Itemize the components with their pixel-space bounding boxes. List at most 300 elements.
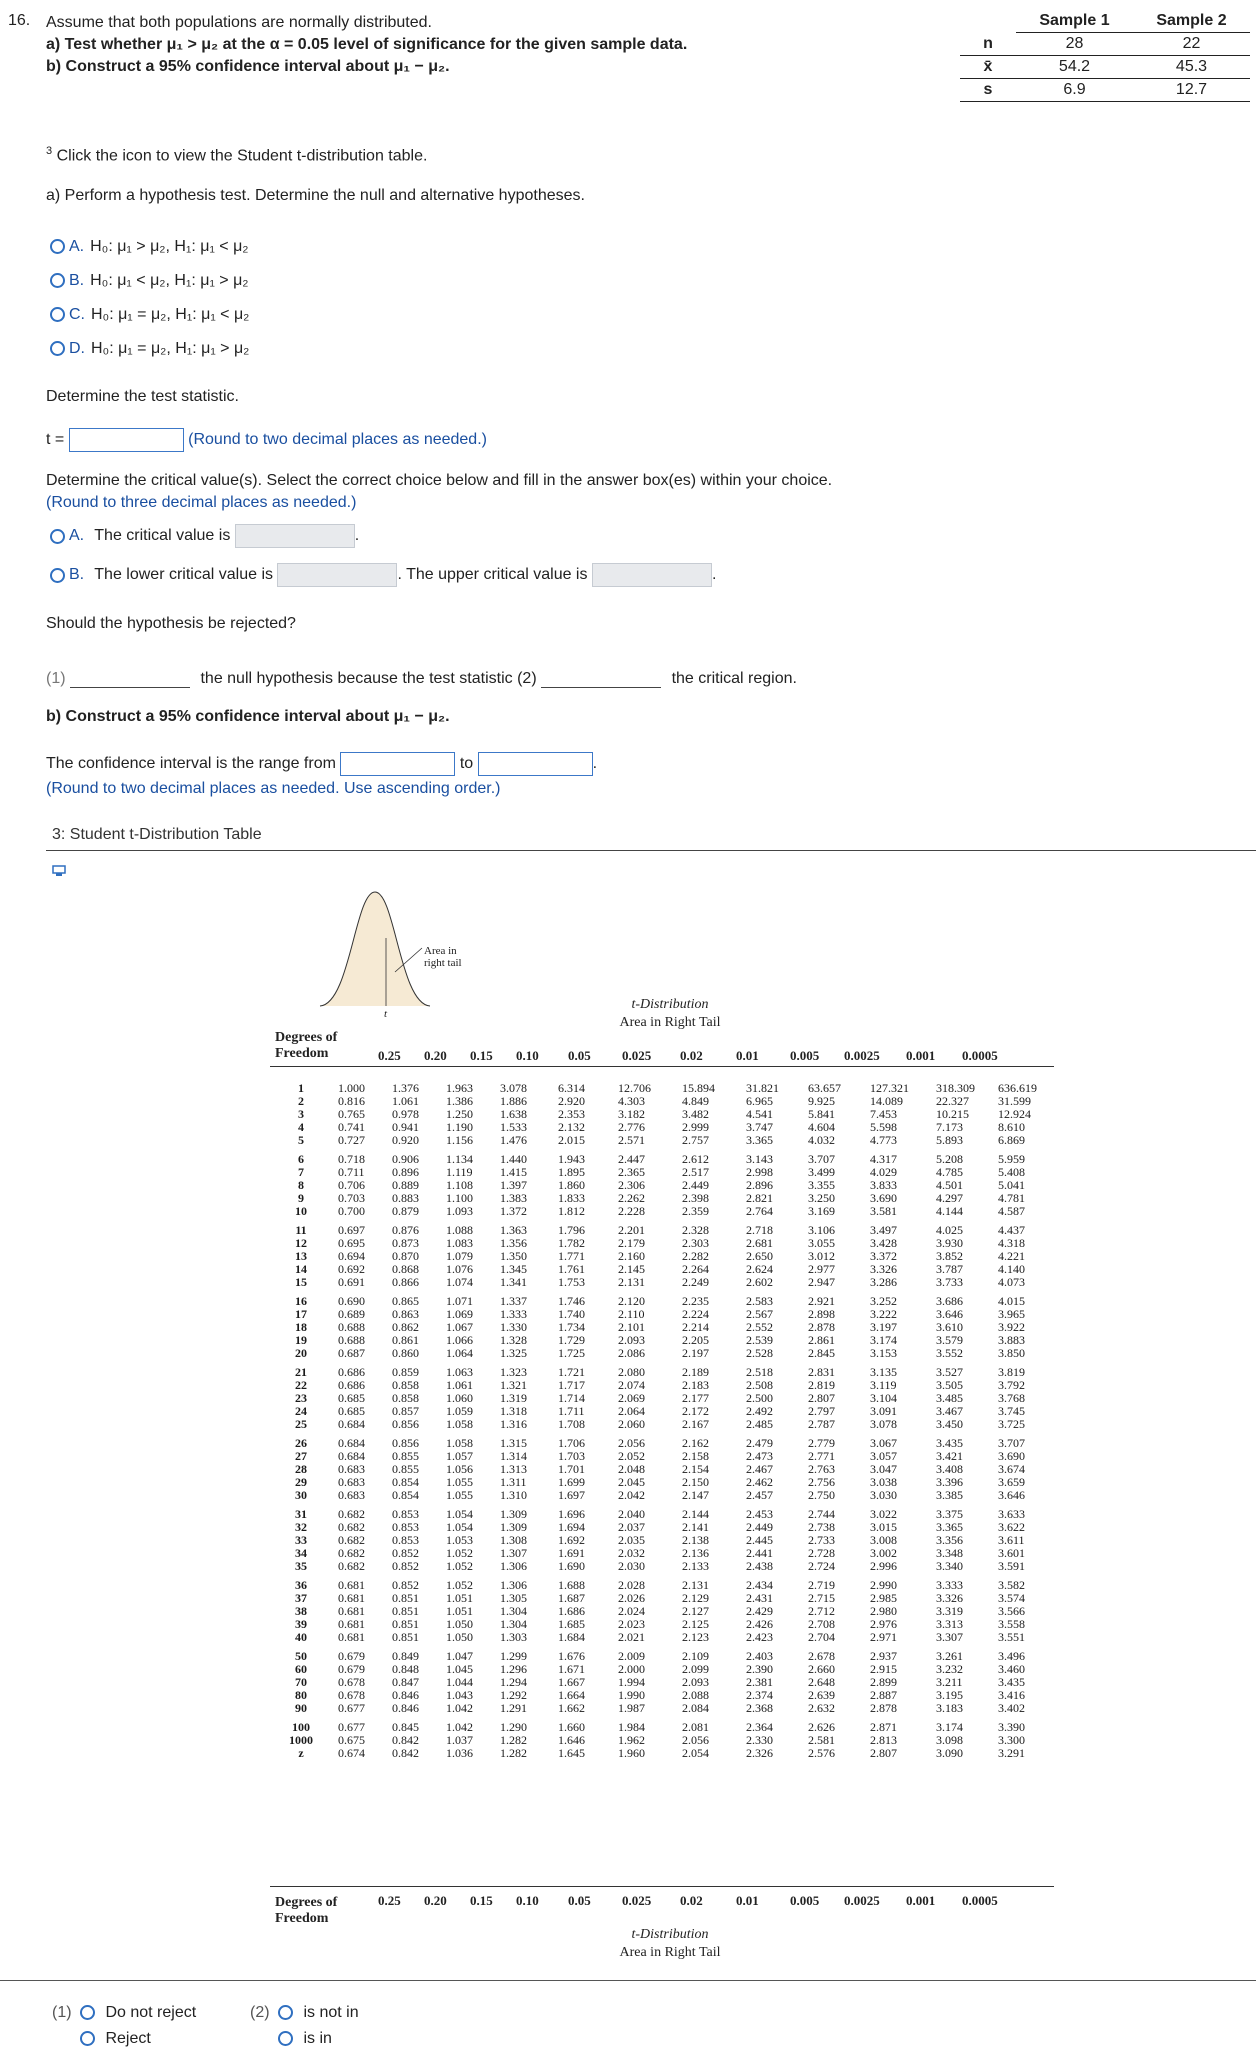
hypothesis-options <box>50 230 249 366</box>
xbar1-value: 54.2 <box>1016 56 1133 79</box>
critical-value-cell: 1.761 <box>558 1262 585 1276</box>
critical-value-cell: 0.865 <box>392 1294 419 1308</box>
critical-value-cell: 2.133 <box>682 1559 709 1573</box>
radio-is-in[interactable] <box>278 2031 293 2046</box>
critical-value-cell: 3.333 <box>936 1578 963 1592</box>
critical-value-cell: 0.695 <box>338 1236 365 1250</box>
critical-value-cell: 2.138 <box>682 1533 709 1547</box>
critical-value-cell: 2.144 <box>682 1507 709 1521</box>
alpha-col-header: 0.25 <box>378 1893 401 1908</box>
critical-value-cell: 2.054 <box>682 1746 709 1760</box>
critical-value-cell: 1.313 <box>500 1462 527 1476</box>
radio-d[interactable] <box>50 341 65 356</box>
critical-value-cell: 2.056 <box>618 1436 645 1450</box>
critical-value-cell: 1.440 <box>500 1152 527 1166</box>
critical-value-cell: 1.044 <box>446 1675 473 1689</box>
footer-rule <box>270 1886 1054 1887</box>
critical-value-cell: 3.174 <box>936 1720 963 1734</box>
critical-value-cell: 3.396 <box>936 1475 963 1489</box>
critical-value-cell: 2.080 <box>618 1365 645 1379</box>
df-cell: 29 <box>295 1475 307 1489</box>
critical-value-cell: 0.854 <box>392 1475 419 1489</box>
critical-value-cell: 2.744 <box>808 1507 835 1521</box>
question-part-a: a) Test whether μ₁ > μ₂ at the α = 0.05 level of significance for the given sample data. <box>46 36 688 53</box>
option-a-text: H₀: μ₁ > μ₂, H₁: μ₁ < μ₂ <box>90 238 249 255</box>
critical-value-cell: 2.431 <box>746 1591 773 1605</box>
critical-value-cell: 0.706 <box>338 1178 365 1192</box>
critical-value-cell: 1.304 <box>500 1604 527 1618</box>
critical-value-cell: 2.429 <box>746 1604 773 1618</box>
df-cell: 24 <box>295 1404 307 1418</box>
critical-value-cell: 2.147 <box>682 1488 709 1502</box>
critical-value-cell: 3.787 <box>936 1262 963 1276</box>
critical-value-cell: 3.707 <box>808 1152 835 1166</box>
critical-value-cell: 1.711 <box>558 1404 585 1418</box>
critical-value-cell: 1.306 <box>500 1578 527 1592</box>
critical-value-cell: 6.965 <box>746 1094 773 1108</box>
df-cell: 36 <box>295 1578 307 1592</box>
critical-value-cell: 2.681 <box>746 1236 773 1250</box>
df-cell: 8 <box>298 1178 304 1192</box>
critical-value-cell: 0.687 <box>338 1346 365 1360</box>
ttable-divider <box>46 850 1256 851</box>
option-b-label: B. <box>69 272 85 289</box>
critical-value-cell: 3.169 <box>808 1204 835 1218</box>
critical-value-cell: 3.421 <box>936 1449 963 1463</box>
critical-value-cell: 0.685 <box>338 1404 365 1418</box>
critical-value-cell: 7.173 <box>936 1120 963 1134</box>
critical-value-cell: 3.611 <box>998 1533 1025 1547</box>
critical-value-cell: 0.941 <box>392 1120 419 1134</box>
critical-value-cell: 2.581 <box>808 1733 835 1747</box>
critical-value-cell: 3.047 <box>870 1462 897 1476</box>
critical-value-cell: 3.078 <box>870 1417 897 1431</box>
critical-value-cell: 3.222 <box>870 1307 897 1321</box>
df-cell: 39 <box>295 1617 307 1631</box>
critical-value-cell: 3.435 <box>936 1436 963 1450</box>
t-distribution-table <box>268 1082 1056 1760</box>
critical-value-cell: 3.747 <box>746 1120 773 1134</box>
critical-value-cell: 3.499 <box>808 1165 835 1179</box>
upper-critical-input[interactable] <box>592 563 712 587</box>
df-cell: 90 <box>295 1701 307 1715</box>
ci-upper-input[interactable] <box>478 752 593 776</box>
critical-value-cell: 3.574 <box>998 1591 1025 1605</box>
critical-value-cell: 1.372 <box>500 1204 527 1218</box>
critical-value-cell: 2.996 <box>870 1559 897 1573</box>
group2-label: (2) <box>250 2004 270 2021</box>
alpha-col-header: 0.025 <box>622 1893 652 1908</box>
group1-label: (1) <box>52 2004 72 2021</box>
critical-value-cell: 15.894 <box>682 1081 715 1095</box>
critical-value-cell: 2.845 <box>808 1346 835 1360</box>
critical-value-cell: 1.699 <box>558 1475 585 1489</box>
critical-value-cell: 3.707 <box>998 1436 1025 1450</box>
critical-value-cell: 0.686 <box>338 1378 365 1392</box>
area-label <box>424 945 462 969</box>
critical-value-cell: 2.528 <box>746 1346 773 1360</box>
critical-value-cell: 3.022 <box>870 1507 897 1521</box>
critical-value-cell: 2.101 <box>618 1320 645 1334</box>
critical-value-cell: 2.447 <box>618 1152 645 1166</box>
critical-value-cell: 1.314 <box>500 1449 527 1463</box>
critical-value-cell: 0.851 <box>392 1604 419 1618</box>
critical-value-cell: 3.633 <box>998 1507 1025 1521</box>
table-link[interactable] <box>46 145 427 165</box>
df-header-bottom <box>275 1895 337 1927</box>
critical-value-cell: 2.718 <box>746 1223 773 1237</box>
critical-value-cell: 1.134 <box>446 1152 473 1166</box>
critical-value-cell: 1.093 <box>446 1204 473 1218</box>
critical-value-cell: 1.363 <box>500 1223 527 1237</box>
critical-value-cell: 2.998 <box>746 1165 773 1179</box>
critical-value-cell: 3.002 <box>870 1546 897 1560</box>
critical-value-cell: 2.328 <box>682 1223 709 1237</box>
critical-value-cell: 1.050 <box>446 1630 473 1644</box>
critical-value-cell: 3.091 <box>870 1404 897 1418</box>
critical-value-cell: 0.852 <box>392 1546 419 1560</box>
critical-value-cell: 9.925 <box>808 1094 835 1108</box>
critical-value-cell: 2.032 <box>618 1546 645 1560</box>
critical-value-cell: 0.851 <box>392 1591 419 1605</box>
df-cell: 21 <box>295 1365 307 1379</box>
critical-value-cell: 2.462 <box>746 1475 773 1489</box>
critical-value-cell: 2.445 <box>746 1533 773 1547</box>
critical-heading: Determine the critical value(s). Select the correct choice below and fill in the answer box(es) within your choice. <box>46 472 833 489</box>
critical-value-cell: 318.309 <box>936 1081 975 1095</box>
critical-value-cell: 2.977 <box>808 1262 835 1276</box>
critical-value-cell: 1.057 <box>446 1449 473 1463</box>
critical-value-cell: 2.056 <box>682 1733 709 1747</box>
critical-value-cell: 2.086 <box>618 1346 645 1360</box>
critical-value-cell: 127.321 <box>870 1081 909 1095</box>
df-cell: 12 <box>295 1236 307 1250</box>
critical-value-cell: 2.009 <box>618 1649 645 1663</box>
critical-value-cell: 1.036 <box>446 1746 473 1760</box>
critical-option-a[interactable]: A. The critical value is . <box>50 524 359 548</box>
critical-value-cell: 3.119 <box>870 1378 897 1392</box>
dist-title-top <box>570 996 770 1032</box>
critical-value-cell: 3.250 <box>808 1191 835 1205</box>
critical-value-cell: 0.866 <box>392 1275 419 1289</box>
dist-subtitle-2: Area in Right Tail <box>619 1945 721 1960</box>
t-label: t <box>384 1008 388 1020</box>
critical-value-cell: 1.304 <box>500 1617 527 1631</box>
critical-value-cell: 1.694 <box>558 1520 585 1534</box>
critical-value-cell: 1.042 <box>446 1701 473 1715</box>
table-row <box>268 1347 1056 1360</box>
critical-value-cell: 2.368 <box>746 1701 773 1715</box>
critical-value-cell: 3.261 <box>936 1649 963 1663</box>
alpha-col-header: 0.0005 <box>962 1048 998 1063</box>
radio-reject[interactable] <box>80 2031 95 2046</box>
alpha-col-header: 0.05 <box>568 1893 591 1908</box>
critical-value-cell: 1.667 <box>558 1675 585 1689</box>
critical-value-cell: 1.066 <box>446 1333 473 1347</box>
critical-value-cell: 1.691 <box>558 1546 585 1560</box>
critical-value-input[interactable] <box>235 524 355 548</box>
critical-value-cell: 1.083 <box>446 1236 473 1250</box>
critical-value-cell: 2.985 <box>870 1591 897 1605</box>
critical-value-cell: 2.937 <box>870 1649 897 1663</box>
critical-value-cell: 2.201 <box>618 1223 645 1237</box>
critical-value-cell: 1.697 <box>558 1488 585 1502</box>
s2-value: 12.7 <box>1133 79 1250 102</box>
reject-heading: Should the hypothesis be rejected? <box>46 615 296 632</box>
critical-value-cell: 0.682 <box>338 1546 365 1560</box>
blank2-line[interactable] <box>541 687 661 688</box>
critical-value-cell: 1.051 <box>446 1591 473 1605</box>
critical-value-cell: 0.862 <box>392 1320 419 1334</box>
df-header-line1: Degrees of <box>275 1030 338 1045</box>
df-cell: 40 <box>295 1630 307 1644</box>
critical-value-cell: 1.533 <box>500 1120 527 1134</box>
critical-value-cell: 1.685 <box>558 1617 585 1631</box>
critical-value-cell: 2.040 <box>618 1507 645 1521</box>
df-cell: 9 <box>298 1191 304 1205</box>
critical-value-cell: 1.686 <box>558 1604 585 1618</box>
df-cell: 17 <box>295 1307 307 1321</box>
critical-value-cell: 1.119 <box>446 1165 473 1179</box>
radio-do-not-reject[interactable] <box>80 2005 95 2020</box>
critical-value-cell: 2.990 <box>870 1578 897 1592</box>
critical-value-cell: 2.624 <box>746 1262 773 1276</box>
critical-value-cell: 2.183 <box>682 1378 709 1392</box>
critical-value-cell: 3.725 <box>998 1417 1025 1431</box>
critical-value-cell: 0.859 <box>392 1365 419 1379</box>
critical-value-cell: 2.485 <box>746 1417 773 1431</box>
hypothesis-option-a[interactable] <box>50 230 249 264</box>
critical-value-cell: 2.650 <box>746 1249 773 1263</box>
critical-value-cell: 2.088 <box>682 1688 709 1702</box>
critical-value-cell: 1.782 <box>558 1236 585 1250</box>
df-cell: 15 <box>295 1275 307 1289</box>
critical-value-cell: 1.708 <box>558 1417 585 1431</box>
critical-value-cell: 2.074 <box>618 1378 645 1392</box>
critical-value-cell: 0.690 <box>338 1294 365 1308</box>
critical-value-cell: 0.906 <box>392 1152 419 1166</box>
critical-value-cell: 3.313 <box>936 1617 963 1631</box>
critical-value-cell: 5.041 <box>998 1178 1025 1192</box>
critical-value-cell: 1.318 <box>500 1404 527 1418</box>
critical-value-cell: 3.610 <box>936 1320 963 1334</box>
ci-hint: (Round to two decimal places as needed. Use ascending order.) <box>46 780 501 797</box>
critical-value-cell: 1.064 <box>446 1346 473 1360</box>
critical-value-cell: 0.727 <box>338 1133 365 1147</box>
critical-value-cell: 3.768 <box>998 1391 1025 1405</box>
critical-value-cell: 3.686 <box>936 1294 963 1308</box>
radio-a[interactable] <box>50 239 65 254</box>
critical-value-cell: 3.211 <box>936 1675 963 1689</box>
table-row <box>268 1631 1056 1644</box>
sample2-header: Sample 2 <box>1133 10 1250 33</box>
hypothesis-option-b[interactable] <box>50 264 249 298</box>
df-cell: 1 <box>298 1081 304 1095</box>
df-footer-line2: Freedom <box>275 1911 329 1926</box>
critical-value-cell: 1.833 <box>558 1191 585 1205</box>
t-stat-input[interactable] <box>69 428 184 452</box>
table-link-text[interactable]: Click the icon to view the Student t-distribution table. <box>56 147 428 165</box>
critical-value-cell: 2.330 <box>746 1733 773 1747</box>
critical-value-cell: 12.706 <box>618 1081 651 1095</box>
critical-value-cell: 3.622 <box>998 1520 1025 1534</box>
critical-value-cell: 2.980 <box>870 1604 897 1618</box>
ci-lower-input[interactable] <box>340 752 455 776</box>
lower-critical-input[interactable] <box>277 563 397 587</box>
radio-is-not-in[interactable] <box>278 2005 293 2020</box>
critical-value-cell: 0.697 <box>338 1223 365 1237</box>
critical-value-cell: 5.408 <box>998 1165 1025 1179</box>
critical-value-cell: 1.290 <box>500 1720 527 1734</box>
critical-value-cell: 1.058 <box>446 1436 473 1450</box>
critical-value-cell: 1.309 <box>500 1520 527 1534</box>
critical-value-cell: 2.179 <box>618 1236 645 1250</box>
critical-value-cell: 2.921 <box>808 1294 835 1308</box>
critical-value-cell: 3.375 <box>936 1507 963 1521</box>
critical-value-cell: 1.190 <box>446 1120 473 1134</box>
critical-value-cell: 2.571 <box>618 1133 645 1147</box>
df-cell: 6 <box>298 1152 304 1166</box>
df-cell: 5 <box>298 1133 304 1147</box>
critical-value-cell: 3.497 <box>870 1223 897 1237</box>
critical-value-cell: 1.646 <box>558 1733 585 1747</box>
critical-value-cell: 2.567 <box>746 1307 773 1321</box>
critical-value-cell: 3.385 <box>936 1488 963 1502</box>
critical-value-cell: 3.012 <box>808 1249 835 1263</box>
critical-value-cell: 2.708 <box>808 1617 835 1631</box>
critical-value-cell: 2.172 <box>682 1404 709 1418</box>
critical-value-cell: 1.074 <box>446 1275 473 1289</box>
critical-value-cell: 1.296 <box>500 1662 527 1676</box>
print-icon[interactable] <box>52 864 66 874</box>
critical-option-b[interactable]: B. The lower critical value is . The upper critical value is . <box>50 563 716 587</box>
alpha-col-header: 0.005 <box>790 1893 820 1908</box>
hypothesis-option-d[interactable] <box>50 332 249 366</box>
footnote-marker: 3 <box>46 145 53 157</box>
critical-value-cell: 1.060 <box>446 1391 473 1405</box>
alpha-col-header: 0.10 <box>516 1048 539 1063</box>
critical-value-cell: 1.397 <box>500 1178 527 1192</box>
critical-value-cell: 0.683 <box>338 1462 365 1476</box>
radio-critical-a[interactable] <box>50 529 65 544</box>
df-cell: 38 <box>295 1604 307 1618</box>
critical-value-cell: 1.701 <box>558 1462 585 1476</box>
critical-value-cell: 2.492 <box>746 1404 773 1418</box>
radio-b[interactable] <box>50 273 65 288</box>
option-a-label: A. <box>69 238 85 255</box>
critical-value-cell: 2.123 <box>682 1630 709 1644</box>
option-d-text: H₀: μ₁ = μ₂, H₁: μ₁ > μ₂ <box>91 340 250 357</box>
critical-value-cell: 2.403 <box>746 1649 773 1663</box>
critical-value-cell: 2.920 <box>558 1094 585 1108</box>
critical-value-cell: 0.861 <box>392 1333 419 1347</box>
critical-value-cell: 2.426 <box>746 1617 773 1631</box>
critical-value-cell: 2.381 <box>746 1675 773 1689</box>
critical-value-cell: 3.450 <box>936 1417 963 1431</box>
critical-value-cell: 1.294 <box>500 1675 527 1689</box>
critical-value-cell: 2.479 <box>746 1436 773 1450</box>
hypothesis-option-c[interactable] <box>50 298 249 332</box>
critical-value-cell: 1.299 <box>500 1649 527 1663</box>
df-cell: 50 <box>295 1649 307 1663</box>
critical-value-cell: 1.315 <box>500 1436 527 1450</box>
alpha-col-header: 0.15 <box>470 1893 493 1908</box>
df-cell: 11 <box>295 1223 307 1237</box>
critical-value-cell: 2.353 <box>558 1107 585 1121</box>
critical-value-cell: 0.682 <box>338 1520 365 1534</box>
critical-value-cell: 2.807 <box>870 1746 897 1760</box>
critical-value-cell: 3.690 <box>870 1191 897 1205</box>
critical-value-cell: 4.029 <box>870 1165 897 1179</box>
option-is-in[interactable]: is in <box>303 2030 332 2047</box>
critical-value-cell: 2.552 <box>746 1320 773 1334</box>
critical-value-cell: 2.145 <box>618 1262 645 1276</box>
critical-value-cell: 4.025 <box>936 1223 963 1237</box>
critical-value-cell: 1.321 <box>500 1378 527 1392</box>
critical-value-cell: 2.738 <box>808 1520 835 1534</box>
critical-value-cell: 31.821 <box>746 1081 779 1095</box>
radio-c[interactable] <box>50 307 65 322</box>
critical-value-cell: 2.162 <box>682 1436 709 1450</box>
critical-value-cell: 1.156 <box>446 1133 473 1147</box>
option-reject[interactable]: Reject <box>105 2030 151 2047</box>
alpha-col-header: 0.25 <box>378 1048 401 1063</box>
df-cell: 34 <box>295 1546 307 1560</box>
critical-value-cell: 3.690 <box>998 1449 1025 1463</box>
critical-value-cell: 2.141 <box>682 1520 709 1534</box>
row-label-n: n <box>960 33 1016 56</box>
critical-value-cell: 1.690 <box>558 1559 585 1573</box>
critical-value-cell: 1.282 <box>500 1733 527 1747</box>
critical-value-cell: 2.449 <box>682 1178 709 1192</box>
critical-value-cell: 0.765 <box>338 1107 365 1121</box>
critical-value-cell: 0.849 <box>392 1649 419 1663</box>
critical-value-cell: 2.776 <box>618 1120 645 1134</box>
critical-value-cell: 0.677 <box>338 1720 365 1734</box>
critical-value-cell: 0.682 <box>338 1559 365 1573</box>
critical-value-cell: 1.645 <box>558 1746 585 1760</box>
radio-critical-b[interactable] <box>50 568 65 583</box>
n1-value: 28 <box>1016 33 1133 56</box>
sample-data-table <box>960 10 1250 102</box>
critical-value-cell: 2.500 <box>746 1391 773 1405</box>
critical-value-cell: 1.316 <box>500 1417 527 1431</box>
critical-value-cell: 2.771 <box>808 1449 835 1463</box>
critical-value-cell: 0.711 <box>338 1165 365 1179</box>
critical-value-cell: 2.120 <box>618 1294 645 1308</box>
df-cell: 27 <box>295 1449 307 1463</box>
critical-value-cell: 3.307 <box>936 1630 963 1644</box>
table-row <box>268 1747 1056 1760</box>
df-cell: 4 <box>298 1120 304 1134</box>
critical-value-cell: 1.886 <box>500 1094 527 1108</box>
option-do-not-reject[interactable]: Do not reject <box>105 2004 197 2021</box>
df-cell: 19 <box>295 1333 307 1347</box>
critical-value-cell: 4.297 <box>936 1191 963 1205</box>
option-is-not-in[interactable]: is not in <box>303 2004 359 2021</box>
critical-value-cell: 1.990 <box>618 1688 645 1702</box>
critical-value-cell: 2.626 <box>808 1720 835 1734</box>
critical-value-cell: 1.725 <box>558 1346 585 1360</box>
blank1-line[interactable] <box>70 687 190 688</box>
critical-value-cell: 1.076 <box>446 1262 473 1276</box>
critical-value-cell: 0.675 <box>338 1733 365 1747</box>
df-cell: 33 <box>295 1533 307 1547</box>
critical-value-cell: 2.364 <box>746 1720 773 1734</box>
critical-value-cell: 0.842 <box>392 1746 419 1760</box>
area-label-1: Area in <box>424 945 457 957</box>
critical-value-cell: 3.153 <box>870 1346 897 1360</box>
